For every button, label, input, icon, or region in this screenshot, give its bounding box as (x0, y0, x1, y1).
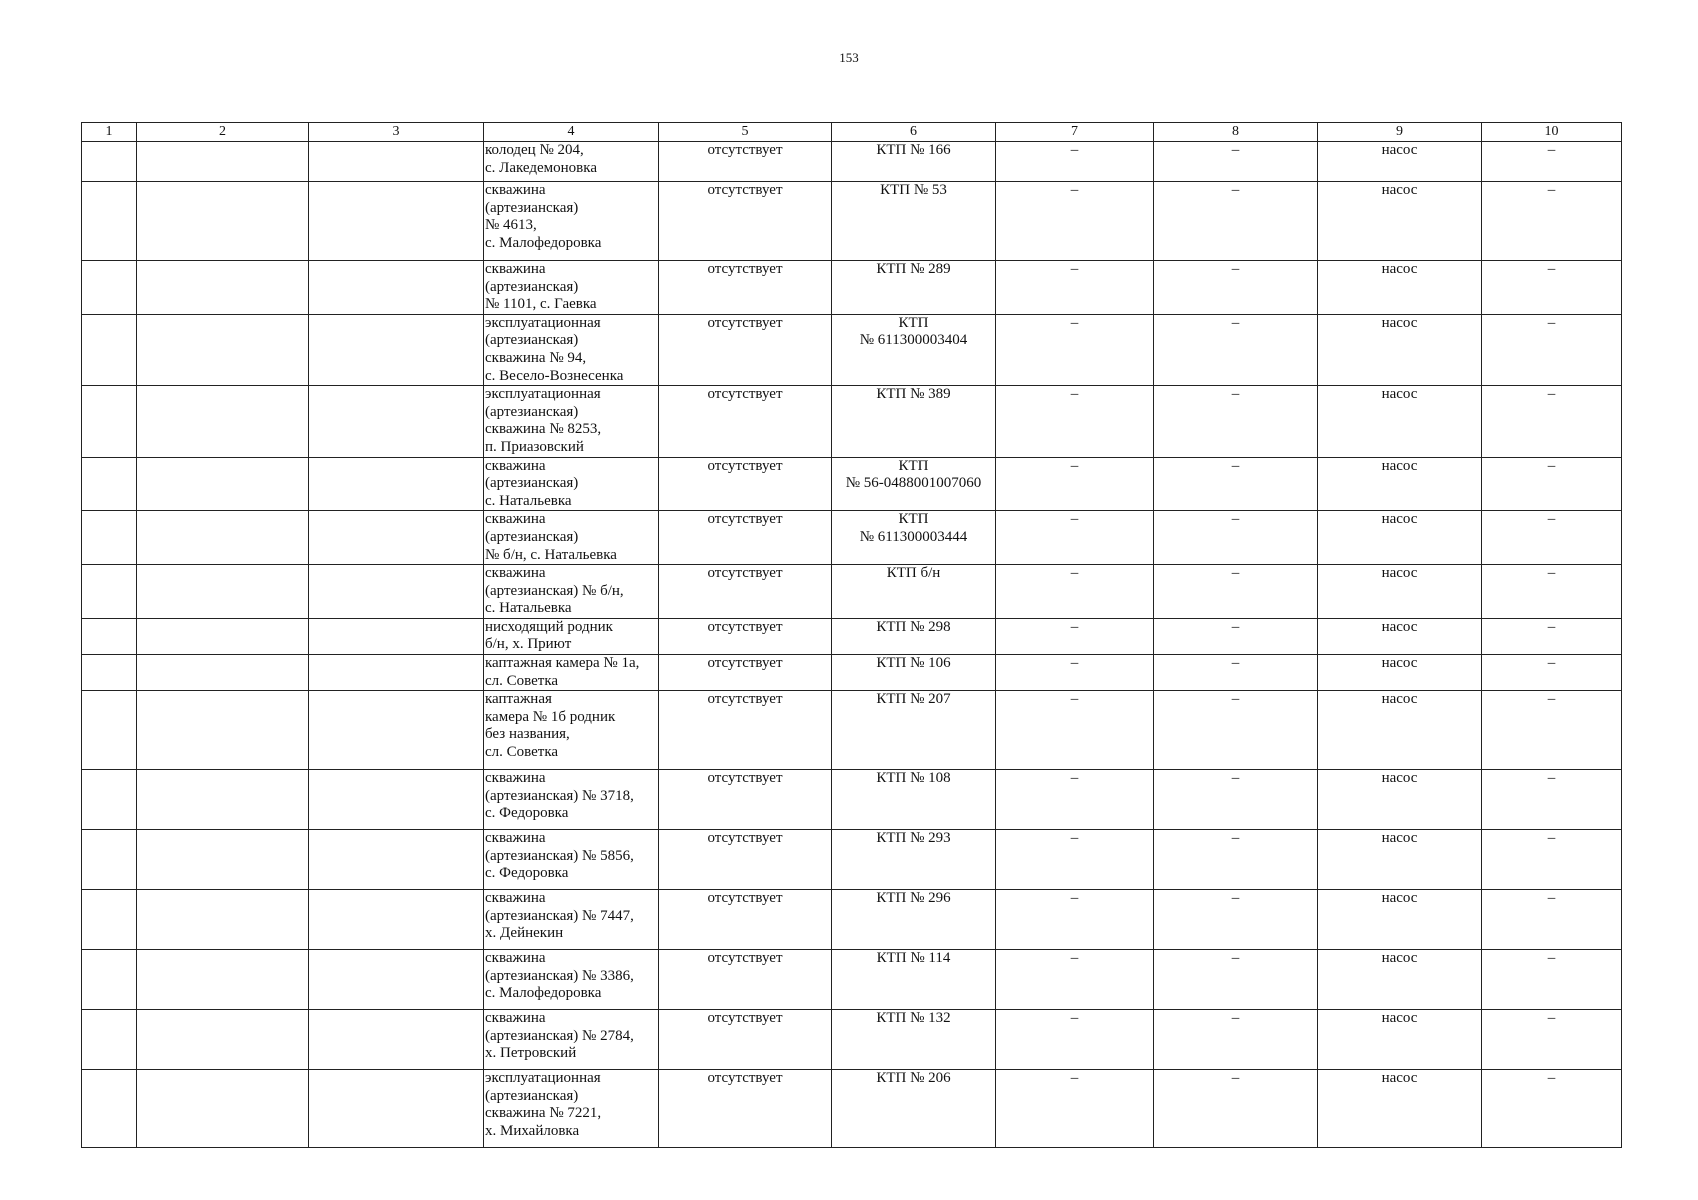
dash-cell: – (996, 565, 1154, 619)
empty-cell (82, 142, 137, 182)
location-cell: каптажная камера № 1а, сл. Советка (484, 655, 659, 691)
dash-cell: – (1482, 182, 1622, 261)
location-cell: колодец № 204, с. Лакедемоновка (484, 142, 659, 182)
location-cell: скважина (артезианская) № 7447, х. Дейнекин (484, 890, 659, 950)
dash-cell: – (1482, 511, 1622, 565)
equipment-cell: насос (1318, 691, 1482, 770)
column-header: 4 (484, 123, 659, 142)
dash-cell: – (1482, 1070, 1622, 1148)
empty-cell (82, 770, 137, 830)
substation-cell: КТП № 296 (832, 890, 996, 950)
empty-cell (309, 890, 484, 950)
dash-cell: – (1482, 770, 1622, 830)
table-row (82, 142, 1622, 182)
substation-cell: КТП б/н (832, 565, 996, 619)
empty-cell (82, 261, 137, 315)
equipment-cell: насос (1318, 830, 1482, 890)
location-cell: эксплуатационная (артезианская) скважина № 94, с. Весело-Вознесенка (484, 314, 659, 385)
table-row (82, 890, 1622, 950)
equipment-cell: насос (1318, 457, 1482, 511)
dash-cell: – (1154, 261, 1318, 315)
table-body (82, 142, 1622, 1148)
empty-cell (82, 457, 137, 511)
location-cell: скважина (артезианская) № б/н, с. Натальевка (484, 565, 659, 619)
empty-cell (309, 457, 484, 511)
substation-cell: КТП № 132 (832, 1010, 996, 1070)
dash-cell: – (1154, 830, 1318, 890)
empty-cell (309, 565, 484, 619)
equipment-cell: насос (1318, 142, 1482, 182)
dash-cell: – (1482, 314, 1622, 385)
substation-cell: КТП № 611300003444 (832, 511, 996, 565)
dash-cell: – (996, 618, 1154, 654)
empty-cell (82, 691, 137, 770)
column-header: 9 (1318, 123, 1482, 142)
empty-cell (82, 1010, 137, 1070)
empty-cell (309, 1010, 484, 1070)
substation-cell: КТП № 114 (832, 950, 996, 1010)
empty-cell (309, 314, 484, 385)
protection-zone-cell: отсутствует (659, 890, 832, 950)
empty-cell (137, 457, 309, 511)
table-row (82, 950, 1622, 1010)
location-cell: скважина (артезианская) № 3386, с. Малофедоровка (484, 950, 659, 1010)
substation-cell: КТП № 53 (832, 182, 996, 261)
protection-zone-cell: отсутствует (659, 386, 832, 457)
table-row (82, 770, 1622, 830)
empty-cell (82, 830, 137, 890)
empty-cell (82, 655, 137, 691)
empty-cell (309, 261, 484, 315)
dash-cell: – (996, 511, 1154, 565)
dash-cell: – (1482, 261, 1622, 315)
location-cell: скважина (артезианская) № 3718, с. Федоровка (484, 770, 659, 830)
equipment-cell: насос (1318, 950, 1482, 1010)
header-row (82, 123, 1622, 142)
dash-cell: – (1154, 1010, 1318, 1070)
dash-cell: – (1154, 182, 1318, 261)
empty-cell (82, 182, 137, 261)
page-number: 153 (839, 50, 859, 65)
dash-cell: – (1154, 618, 1318, 654)
empty-cell (137, 314, 309, 385)
dash-cell: – (1482, 655, 1622, 691)
equipment-cell: насос (1318, 890, 1482, 950)
table-row (82, 830, 1622, 890)
table-row (82, 1070, 1622, 1148)
dash-cell: – (1154, 950, 1318, 1010)
empty-cell (309, 511, 484, 565)
table-row (82, 511, 1622, 565)
table-row (82, 565, 1622, 619)
dash-cell: – (1482, 1010, 1622, 1070)
substation-cell: КТП № 108 (832, 770, 996, 830)
protection-zone-cell: отсутствует (659, 565, 832, 619)
location-cell: нисходящий родник б/н, х. Приют (484, 618, 659, 654)
equipment-cell: насос (1318, 1070, 1482, 1148)
dash-cell: – (996, 655, 1154, 691)
substation-cell: КТП № 206 (832, 1070, 996, 1148)
empty-cell (137, 1010, 309, 1070)
table-row (82, 691, 1622, 770)
empty-cell (137, 142, 309, 182)
empty-cell (137, 1070, 309, 1148)
dash-cell: – (1482, 830, 1622, 890)
protection-zone-cell: отсутствует (659, 314, 832, 385)
empty-cell (82, 950, 137, 1010)
empty-cell (137, 182, 309, 261)
empty-cell (137, 890, 309, 950)
dash-cell: – (1482, 691, 1622, 770)
protection-zone-cell: отсутствует (659, 770, 832, 830)
empty-cell (309, 950, 484, 1010)
empty-cell (82, 890, 137, 950)
dash-cell: – (1154, 314, 1318, 385)
dash-cell: – (1154, 655, 1318, 691)
equipment-cell: насос (1318, 770, 1482, 830)
protection-zone-cell: отсутствует (659, 261, 832, 315)
empty-cell (309, 618, 484, 654)
location-cell: скважина (артезианская) № 4613, с. Малофедоровка (484, 182, 659, 261)
location-cell: эксплуатационная (артезианская) скважина № 7221, х. Михайловка (484, 1070, 659, 1148)
equipment-cell: насос (1318, 386, 1482, 457)
dash-cell: – (996, 1010, 1154, 1070)
location-cell: каптажная камера № 1б родник без названия, сл. Советка (484, 691, 659, 770)
dash-cell: – (1154, 770, 1318, 830)
column-header: 10 (1482, 123, 1622, 142)
location-cell: скважина (артезианская) с. Натальевка (484, 457, 659, 511)
protection-zone-cell: отсутствует (659, 457, 832, 511)
substation-cell: КТП № 207 (832, 691, 996, 770)
location-cell: скважина (артезианская) № 1101, с. Гаевка (484, 261, 659, 315)
protection-zone-cell: отсутствует (659, 655, 832, 691)
protection-zone-cell: отсутствует (659, 142, 832, 182)
table-row (82, 314, 1622, 385)
empty-cell (309, 830, 484, 890)
empty-cell (82, 511, 137, 565)
dash-cell: – (1482, 618, 1622, 654)
protection-zone-cell: отсутствует (659, 1070, 832, 1148)
dash-cell: – (1154, 890, 1318, 950)
empty-cell (137, 511, 309, 565)
table-row (82, 261, 1622, 315)
equipment-cell: насос (1318, 261, 1482, 315)
column-header: 3 (309, 123, 484, 142)
empty-cell (309, 1070, 484, 1148)
column-header: 6 (832, 123, 996, 142)
dash-cell: – (996, 182, 1154, 261)
dash-cell: – (1482, 950, 1622, 1010)
table-row (82, 457, 1622, 511)
table-row (82, 655, 1622, 691)
column-header: 2 (137, 123, 309, 142)
dash-cell: – (1154, 142, 1318, 182)
empty-cell (309, 142, 484, 182)
empty-cell (82, 314, 137, 385)
empty-cell (137, 691, 309, 770)
empty-cell (137, 950, 309, 1010)
empty-cell (137, 655, 309, 691)
dash-cell: – (1482, 565, 1622, 619)
empty-cell (82, 565, 137, 619)
protection-zone-cell: отсутствует (659, 691, 832, 770)
protection-zone-cell: отсутствует (659, 182, 832, 261)
protection-zone-cell: отсутствует (659, 830, 832, 890)
dash-cell: – (1154, 691, 1318, 770)
dash-cell: – (1482, 386, 1622, 457)
column-header: 1 (82, 123, 137, 142)
empty-cell (137, 386, 309, 457)
empty-cell (82, 386, 137, 457)
protection-zone-cell: отсутствует (659, 950, 832, 1010)
dash-cell: – (996, 457, 1154, 511)
empty-cell (137, 618, 309, 654)
substation-cell: КТП № 298 (832, 618, 996, 654)
equipment-cell: насос (1318, 182, 1482, 261)
protection-zone-cell: отсутствует (659, 618, 832, 654)
equipment-cell: насос (1318, 565, 1482, 619)
empty-cell (309, 655, 484, 691)
dash-cell: – (1482, 142, 1622, 182)
substation-cell: КТП № 611300003404 (832, 314, 996, 385)
substation-cell: КТП № 289 (832, 261, 996, 315)
dash-cell: – (996, 314, 1154, 385)
dash-cell: – (1154, 1070, 1318, 1148)
dash-cell: – (996, 890, 1154, 950)
empty-cell (137, 830, 309, 890)
dash-cell: – (1154, 511, 1318, 565)
dash-cell: – (1482, 890, 1622, 950)
protection-zone-cell: отсутствует (659, 1010, 832, 1070)
dash-cell: – (996, 142, 1154, 182)
table-row (82, 182, 1622, 261)
empty-cell (137, 565, 309, 619)
equipment-cell: насос (1318, 618, 1482, 654)
substation-cell: КТП № 389 (832, 386, 996, 457)
empty-cell (82, 1070, 137, 1148)
equipment-cell: насос (1318, 511, 1482, 565)
empty-cell (309, 770, 484, 830)
table-row (82, 386, 1622, 457)
substation-cell: КТП № 106 (832, 655, 996, 691)
empty-cell (137, 770, 309, 830)
empty-cell (309, 182, 484, 261)
substation-cell: КТП № 56-0488001007060 (832, 457, 996, 511)
location-cell: скважина (артезианская) № 2784, х. Петровский (484, 1010, 659, 1070)
dash-cell: – (996, 770, 1154, 830)
dash-cell: – (996, 261, 1154, 315)
dash-cell: – (996, 1070, 1154, 1148)
column-header: 5 (659, 123, 832, 142)
dash-cell: – (1154, 386, 1318, 457)
location-cell: эксплуатационная (артезианская) скважина № 8253, п. Приазовский (484, 386, 659, 457)
dash-cell: – (1482, 457, 1622, 511)
column-header: 8 (1154, 123, 1318, 142)
column-header: 7 (996, 123, 1154, 142)
protection-zone-cell: отсутствует (659, 511, 832, 565)
table-row (82, 1010, 1622, 1070)
empty-cell (309, 691, 484, 770)
dash-cell: – (1154, 565, 1318, 619)
dash-cell: – (996, 950, 1154, 1010)
equipment-cell: насос (1318, 314, 1482, 385)
substation-cell: КТП № 166 (832, 142, 996, 182)
empty-cell (82, 618, 137, 654)
equipment-cell: насос (1318, 1010, 1482, 1070)
data-table (81, 122, 1622, 1148)
dash-cell: – (996, 386, 1154, 457)
location-cell: скважина (артезианская) № б/н, с. Натальевка (484, 511, 659, 565)
empty-cell (137, 261, 309, 315)
empty-cell (309, 386, 484, 457)
dash-cell: – (1154, 457, 1318, 511)
substation-cell: КТП № 293 (832, 830, 996, 890)
location-cell: скважина (артезианская) № 5856, с. Федоровка (484, 830, 659, 890)
dash-cell: – (996, 691, 1154, 770)
table-row (82, 618, 1622, 654)
equipment-cell: насос (1318, 655, 1482, 691)
dash-cell: – (996, 830, 1154, 890)
